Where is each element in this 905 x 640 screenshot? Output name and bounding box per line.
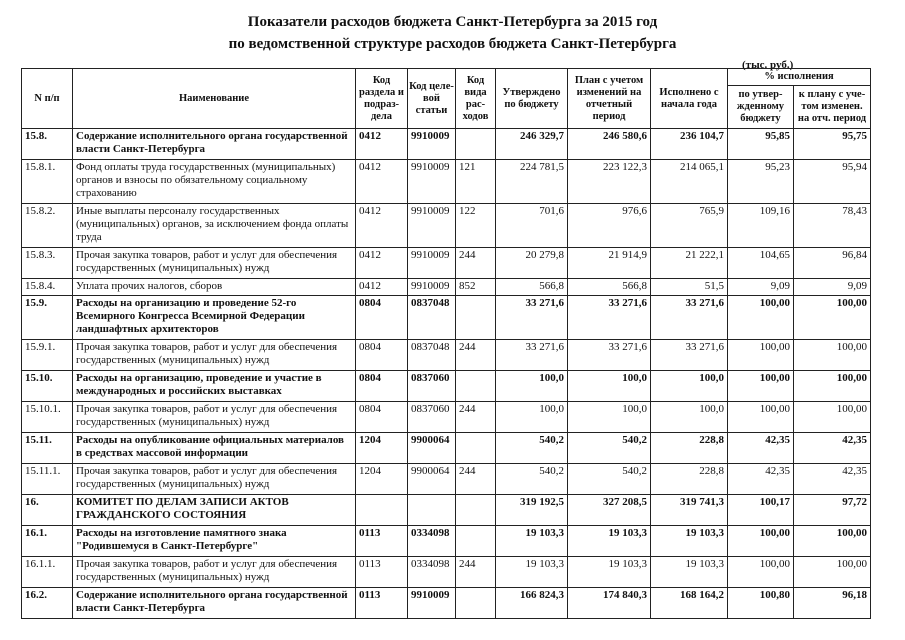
row-executed: 168 164,2 <box>651 588 728 619</box>
row-executed: 319 741,3 <box>651 495 728 526</box>
row-type-code <box>456 296 496 340</box>
row-pct-plan: 100,00 <box>794 296 871 340</box>
row-plan: 174 840,3 <box>568 588 651 619</box>
col-header-num: N п/п <box>22 69 73 129</box>
row-executed: 100,0 <box>651 371 728 402</box>
page-title: Показатели расходов бюджета Санкт-Петербурга за 2015 год <box>247 14 658 30</box>
units-label: (тыс. руб.) <box>742 59 794 71</box>
table-row <box>22 557 871 588</box>
row-name: Прочая закупка товаров, работ и услуг для обеспечения государственных (муниципальных) нужд <box>73 557 356 588</box>
row-number: 15.8.1. <box>22 160 73 204</box>
row-approved: 33 271,6 <box>496 340 568 371</box>
row-article-code: 0334098 <box>408 526 456 557</box>
row-pct-plan: 96,18 <box>794 588 871 619</box>
table-row <box>22 588 871 619</box>
row-article-code: 9910009 <box>408 160 456 204</box>
row-pct-approved: 100,17 <box>728 495 794 526</box>
row-article-code: 9900064 <box>408 464 456 495</box>
row-type-code: 244 <box>456 402 496 433</box>
row-approved: 224 781,5 <box>496 160 568 204</box>
row-pct-approved: 95,85 <box>728 129 794 160</box>
row-name: Прочая закупка товаров, работ и услуг для обеспечения государственных (муниципальных) нужд <box>73 340 356 371</box>
row-name: Прочая закупка товаров, работ и услуг для обеспечения государственных (муниципальных) нужд <box>73 402 356 433</box>
row-section-code: 0412 <box>356 129 408 160</box>
row-article-code <box>408 495 456 526</box>
row-pct-plan: 42,35 <box>794 464 871 495</box>
row-section-code: 0804 <box>356 340 408 371</box>
row-number: 16.2. <box>22 588 73 619</box>
budget-table <box>21 68 871 619</box>
row-type-code: 121 <box>456 160 496 204</box>
table-row <box>22 464 871 495</box>
row-approved: 566,8 <box>496 279 568 296</box>
row-number: 15.11. <box>22 433 73 464</box>
row-name: Расходы на изготовление памятного знака "Родившемуся в Санкт-Петербурге" <box>73 526 356 557</box>
row-pct-approved: 100,00 <box>728 526 794 557</box>
row-approved: 100,0 <box>496 371 568 402</box>
row-number: 15.8.4. <box>22 279 73 296</box>
row-type-code <box>456 526 496 557</box>
col-header-article: Код целе-вой статьи <box>408 69 456 129</box>
row-section-code: 0412 <box>356 279 408 296</box>
row-pct-approved: 95,23 <box>728 160 794 204</box>
row-pct-approved: 104,65 <box>728 248 794 279</box>
row-plan: 540,2 <box>568 433 651 464</box>
row-executed: 228,8 <box>651 464 728 495</box>
row-article-code: 9910009 <box>408 204 456 248</box>
row-pct-plan: 100,00 <box>794 340 871 371</box>
row-name: Уплата прочих налогов, сборов <box>73 279 356 296</box>
row-article-code: 0837060 <box>408 402 456 433</box>
table-row <box>22 204 871 248</box>
row-section-code: 1204 <box>356 433 408 464</box>
col-header-section: Код раздела и подраз-дела <box>356 69 408 129</box>
row-pct-plan: 97,72 <box>794 495 871 526</box>
table-row <box>22 402 871 433</box>
row-type-code: 244 <box>456 557 496 588</box>
row-plan: 327 208,5 <box>568 495 651 526</box>
row-pct-approved: 100,00 <box>728 371 794 402</box>
table-row <box>22 371 871 402</box>
row-type-code <box>456 588 496 619</box>
row-pct-plan: 95,94 <box>794 160 871 204</box>
row-section-code: 0113 <box>356 557 408 588</box>
row-section-code: 0113 <box>356 526 408 557</box>
row-approved: 19 103,3 <box>496 526 568 557</box>
row-pct-plan: 9,09 <box>794 279 871 296</box>
row-name: Содержание исполнительного органа государственной власти Санкт-Петербурга <box>73 588 356 619</box>
row-article-code: 0837060 <box>408 371 456 402</box>
row-type-code: 244 <box>456 464 496 495</box>
row-approved: 246 329,7 <box>496 129 568 160</box>
row-pct-plan: 78,43 <box>794 204 871 248</box>
col-header-percent-group: % исполнения <box>728 69 871 86</box>
row-approved: 540,2 <box>496 433 568 464</box>
row-approved: 20 279,8 <box>496 248 568 279</box>
row-article-code: 9900064 <box>408 433 456 464</box>
row-pct-plan: 100,00 <box>794 371 871 402</box>
row-plan: 223 122,3 <box>568 160 651 204</box>
row-plan: 976,6 <box>568 204 651 248</box>
table-row <box>22 248 871 279</box>
row-article-code: 9910009 <box>408 279 456 296</box>
row-executed: 33 271,6 <box>651 340 728 371</box>
row-pct-approved: 100,00 <box>728 340 794 371</box>
row-number: 15.9.1. <box>22 340 73 371</box>
row-approved: 540,2 <box>496 464 568 495</box>
col-header-executed: Исполнено с начала года <box>651 69 728 129</box>
row-name: КОМИТЕТ ПО ДЕЛАМ ЗАПИСИ АКТОВ ГРАЖДАНСКОГО СОСТОЯНИЯ <box>73 495 356 526</box>
row-plan: 33 271,6 <box>568 340 651 371</box>
row-number: 15.10.1. <box>22 402 73 433</box>
row-approved: 33 271,6 <box>496 296 568 340</box>
row-pct-plan: 42,35 <box>794 433 871 464</box>
table-row <box>22 340 871 371</box>
row-plan: 33 271,6 <box>568 296 651 340</box>
row-type-code <box>456 433 496 464</box>
row-plan: 21 914,9 <box>568 248 651 279</box>
row-pct-approved: 42,35 <box>728 464 794 495</box>
row-type-code <box>456 371 496 402</box>
row-article-code: 9910009 <box>408 588 456 619</box>
row-section-code: 0412 <box>356 204 408 248</box>
row-section-code: 0412 <box>356 248 408 279</box>
row-article-code: 0837048 <box>408 340 456 371</box>
table-row <box>22 495 871 526</box>
row-section-code: 0804 <box>356 402 408 433</box>
row-section-code: 0804 <box>356 296 408 340</box>
row-name: Прочая закупка товаров, работ и услуг для обеспечения государственных (муниципальных) нужд <box>73 464 356 495</box>
row-plan: 19 103,3 <box>568 526 651 557</box>
row-executed: 100,0 <box>651 402 728 433</box>
row-pct-approved: 100,00 <box>728 557 794 588</box>
row-article-code: 9910009 <box>408 248 456 279</box>
row-name: Расходы на организацию, проведение и участие в международных и российских выставках <box>73 371 356 402</box>
row-executed: 51,5 <box>651 279 728 296</box>
row-pct-approved: 100,00 <box>728 296 794 340</box>
table-row <box>22 160 871 204</box>
col-header-type: Код вида рас-ходов <box>456 69 496 129</box>
row-type-code <box>456 495 496 526</box>
col-header-name: Наименование <box>73 69 356 129</box>
row-executed: 236 104,7 <box>651 129 728 160</box>
row-article-code: 0334098 <box>408 557 456 588</box>
row-section-code: 1204 <box>356 464 408 495</box>
row-approved: 166 824,3 <box>496 588 568 619</box>
row-number: 16.1.1. <box>22 557 73 588</box>
row-number: 15.8.2. <box>22 204 73 248</box>
row-plan: 246 580,6 <box>568 129 651 160</box>
row-executed: 765,9 <box>651 204 728 248</box>
row-executed: 21 222,1 <box>651 248 728 279</box>
row-approved: 701,6 <box>496 204 568 248</box>
row-name: Расходы на организацию и проведение 52-го Всемирного Конгресса Всемирной Федерации ландшафтных архитекторов <box>73 296 356 340</box>
row-type-code: 244 <box>456 248 496 279</box>
row-section-code: 0804 <box>356 371 408 402</box>
row-type-code <box>456 129 496 160</box>
table-row <box>22 526 871 557</box>
row-pct-plan: 96,84 <box>794 248 871 279</box>
row-section-code: 0412 <box>356 160 408 204</box>
row-pct-plan: 100,00 <box>794 526 871 557</box>
col-header-pct-plan: к плану с уче-том изменен. на отч. период <box>794 86 871 129</box>
row-article-code: 0837048 <box>408 296 456 340</box>
row-number: 16. <box>22 495 73 526</box>
row-name: Прочая закупка товаров, работ и услуг для обеспечения государственных (муниципальных) нужд <box>73 248 356 279</box>
col-header-plan: План с учетом изменений на отчетный период <box>568 69 651 129</box>
col-header-pct-approved: по утвер-жденному бюджету <box>728 86 794 129</box>
row-name: Фонд оплаты труда государственных (муниципальных) органов и взносы по обязательному социальному страхованию <box>73 160 356 204</box>
table-row <box>22 296 871 340</box>
page-subtitle: по ведомственной структуре расходов бюджета Санкт-Петербурга <box>228 36 677 52</box>
row-pct-approved: 100,00 <box>728 402 794 433</box>
col-header-approved: Утверждено по бюджету <box>496 69 568 129</box>
row-executed: 214 065,1 <box>651 160 728 204</box>
row-executed: 228,8 <box>651 433 728 464</box>
table-row <box>22 129 871 160</box>
row-article-code: 9910009 <box>408 129 456 160</box>
row-number: 15.11.1. <box>22 464 73 495</box>
row-pct-approved: 100,80 <box>728 588 794 619</box>
row-plan: 100,0 <box>568 371 651 402</box>
row-plan: 566,8 <box>568 279 651 296</box>
row-approved: 19 103,3 <box>496 557 568 588</box>
row-number: 16.1. <box>22 526 73 557</box>
row-section-code <box>356 495 408 526</box>
row-executed: 33 271,6 <box>651 296 728 340</box>
row-section-code: 0113 <box>356 588 408 619</box>
row-pct-plan: 100,00 <box>794 557 871 588</box>
table-row <box>22 279 871 296</box>
row-pct-plan: 95,75 <box>794 129 871 160</box>
row-plan: 100,0 <box>568 402 651 433</box>
row-plan: 19 103,3 <box>568 557 651 588</box>
row-type-code: 244 <box>456 340 496 371</box>
row-name: Иные выплаты персоналу государственных (муниципальных) органов, за исключением фонда оплаты труда <box>73 204 356 248</box>
row-number: 15.10. <box>22 371 73 402</box>
table-row <box>22 433 871 464</box>
row-pct-approved: 9,09 <box>728 279 794 296</box>
row-approved: 319 192,5 <box>496 495 568 526</box>
row-approved: 100,0 <box>496 402 568 433</box>
row-plan: 540,2 <box>568 464 651 495</box>
row-type-code: 122 <box>456 204 496 248</box>
row-number: 15.8. <box>22 129 73 160</box>
row-pct-approved: 109,16 <box>728 204 794 248</box>
row-type-code: 852 <box>456 279 496 296</box>
row-executed: 19 103,3 <box>651 526 728 557</box>
row-number: 15.9. <box>22 296 73 340</box>
row-pct-approved: 42,35 <box>728 433 794 464</box>
row-name: Расходы на опубликование официальных материалов в средствах массовой информации <box>73 433 356 464</box>
row-executed: 19 103,3 <box>651 557 728 588</box>
row-pct-plan: 100,00 <box>794 402 871 433</box>
row-name: Содержание исполнительного органа государственной власти Санкт-Петербурга <box>73 129 356 160</box>
row-number: 15.8.3. <box>22 248 73 279</box>
